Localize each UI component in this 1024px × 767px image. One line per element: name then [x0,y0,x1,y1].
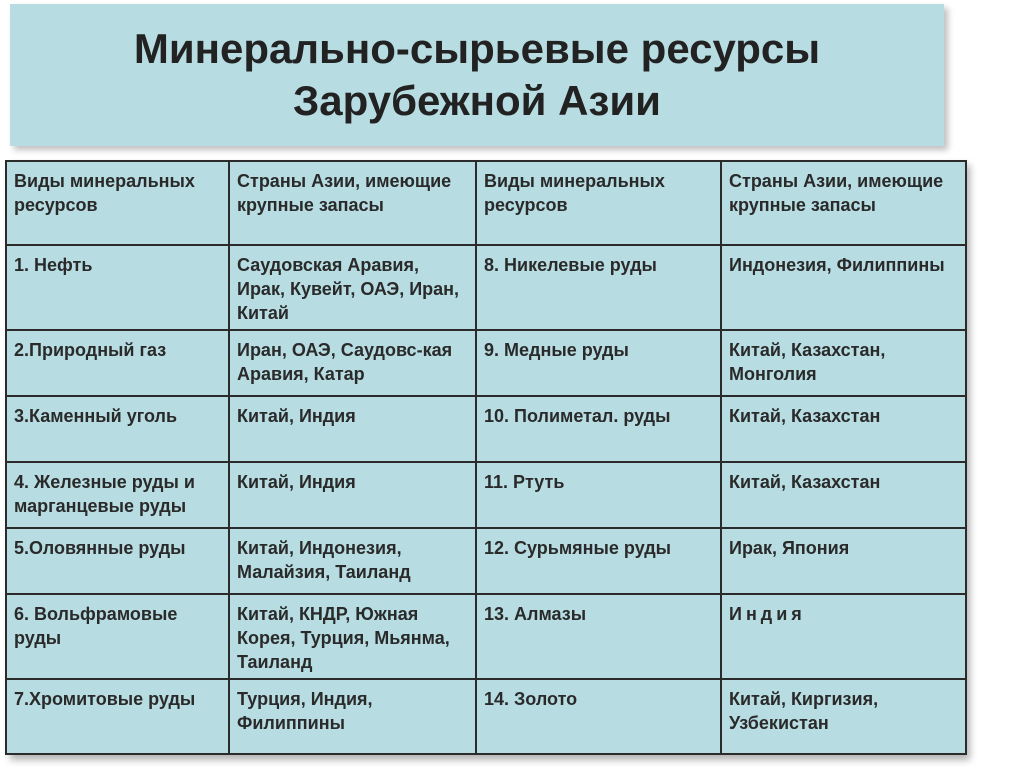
table-cell: Турция, Индия, Филиппины [229,679,476,754]
table-cell: 14. Золото [476,679,721,754]
resources-table-wrapper [5,160,965,755]
table-cell: 12. Сурьмяные руды [476,528,721,594]
table-cell: Китай, Индонезия, Малайзия, Таиланд [229,528,476,594]
table-row [6,679,966,754]
resources-table [5,160,967,755]
slide-title-line-1: Минерально-сырьевые ресурсы [133,25,821,72]
table-cell: 4. Железные руды и марганцевые руды [6,462,229,528]
header-cell-resource-type-2: Виды минеральных ресурсов [476,161,721,245]
title-box [10,4,944,146]
table-cell: Китай, Индия [229,462,476,528]
table-cell: 11. Ртуть [476,462,721,528]
table-cell: Индия [721,594,966,679]
table-cell: Китай, КНДР, Южная Корея, Турция, Мьянма, Таиланд [229,594,476,679]
table-row [6,528,966,594]
header-cell-resource-type-1: Виды минеральных ресурсов [6,161,229,245]
table-cell: Китай, Казахстан [721,462,966,528]
table-row [6,396,966,462]
slide-title-line-2: Зарубежной Азии [292,77,661,124]
table-row [6,245,966,330]
table-row [6,330,966,396]
table-cell: 1. Нефть [6,245,229,330]
table-cell: Китай, Индия [229,396,476,462]
table-cell: 7.Хромитовые руды [6,679,229,754]
table-cell: 6. Вольфрамовые руды [6,594,229,679]
header-cell-countries-1: Страны Азии, имеющие крупные запасы [229,161,476,245]
table-cell: 9. Медные руды [476,330,721,396]
table-cell: 2.Природный газ [6,330,229,396]
table-cell: 10. Полиметал. руды [476,396,721,462]
table-cell: 13. Алмазы [476,594,721,679]
table-row [6,594,966,679]
table-cell: Индонезия, Филиппины [721,245,966,330]
table-cell: Саудовская Аравия, Ирак, Кувейт, ОАЭ, Иран, Китай [229,245,476,330]
table-cell: 8. Никелевые руды [476,245,721,330]
table-cell: Ирак, Япония [721,528,966,594]
table-cell: 3.Каменный уголь [6,396,229,462]
table-header-row [6,161,966,245]
table-cell: Иран, ОАЭ, Саудовс-кая Аравия, Катар [229,330,476,396]
table-cell: Китай, Казахстан [721,396,966,462]
table-cell: Китай, Киргизия, Узбекистан [721,679,966,754]
table-cell: Китай, Казахстан, Монголия [721,330,966,396]
header-cell-countries-2: Страны Азии, имеющие крупные запасы [721,161,966,245]
table-cell: 5.Оловянные руды [6,528,229,594]
table-row [6,462,966,528]
